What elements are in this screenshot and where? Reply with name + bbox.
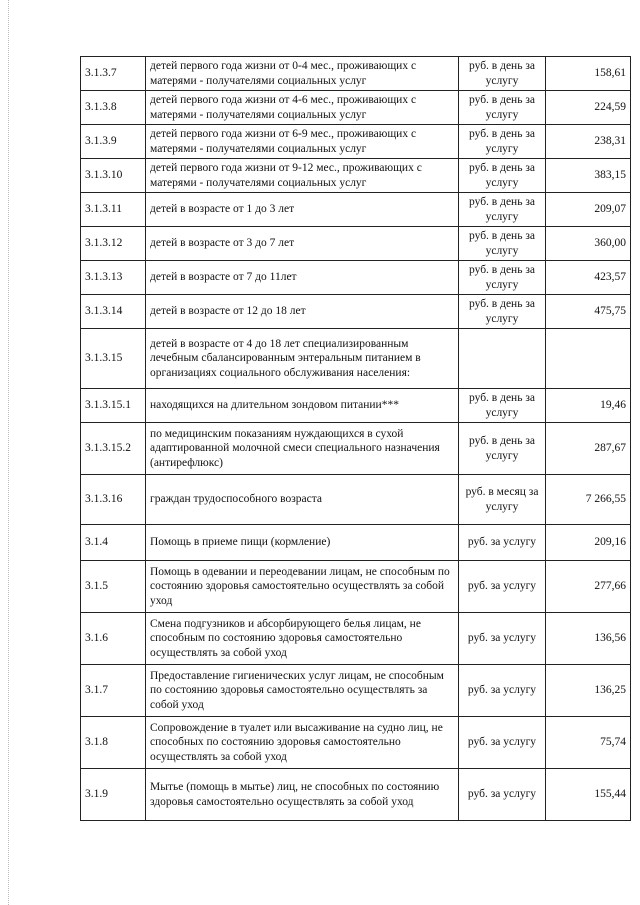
- row-price: 360,00: [546, 227, 631, 261]
- row-unit: руб. в день за услугу: [459, 389, 546, 423]
- row-unit: руб. в день за услугу: [459, 193, 546, 227]
- row-code: 3.1.4: [81, 525, 146, 561]
- row-price: 75,74: [546, 717, 631, 769]
- row-code: 3.1.3.13: [81, 261, 146, 295]
- row-price: 475,75: [546, 295, 631, 329]
- row-unit: [459, 329, 546, 389]
- row-price: 383,15: [546, 159, 631, 193]
- table-row: [81, 717, 631, 769]
- row-code: 3.1.3.12: [81, 227, 146, 261]
- row-unit: руб. в день за услугу: [459, 423, 546, 475]
- row-description: Помощь в одевании и переодевании лицам, не способным по состоянию здоровья самостоятельно осуществлять за собой уход: [146, 561, 459, 613]
- row-price: [546, 329, 631, 389]
- table-row: [81, 125, 631, 159]
- row-price: 155,44: [546, 769, 631, 821]
- page-edge-line: [8, 0, 9, 905]
- row-price: 136,25: [546, 665, 631, 717]
- row-price: 423,57: [546, 261, 631, 295]
- table-row: [81, 261, 631, 295]
- row-code: 3.1.3.14: [81, 295, 146, 329]
- row-price: 158,61: [546, 57, 631, 91]
- row-code: 3.1.3.7: [81, 57, 146, 91]
- row-price: 19,46: [546, 389, 631, 423]
- row-unit: руб. в месяц за услугу: [459, 475, 546, 525]
- row-unit: руб. в день за услугу: [459, 227, 546, 261]
- table-row: [81, 329, 631, 389]
- row-code: 3.1.3.10: [81, 159, 146, 193]
- row-price: 277,66: [546, 561, 631, 613]
- row-unit: руб. в день за услугу: [459, 261, 546, 295]
- row-price: 287,67: [546, 423, 631, 475]
- row-price: 238,31: [546, 125, 631, 159]
- row-unit: руб. в день за услугу: [459, 159, 546, 193]
- table-row: [81, 475, 631, 525]
- row-description: детей в возрасте от 7 до 11лет: [146, 261, 459, 295]
- row-code: 3.1.3.11: [81, 193, 146, 227]
- row-description: Смена подгузников и абсорбирующего белья лицам, не способным по состоянию здоровья самостоятельно осуществлять за собой уход: [146, 613, 459, 665]
- row-description: Предоставление гигиенических услуг лицам, не способным по состоянию здоровья самостоятельно осуществлять за собой уход: [146, 665, 459, 717]
- row-price: 136,56: [546, 613, 631, 665]
- row-unit: руб. за услугу: [459, 525, 546, 561]
- table-row: [81, 193, 631, 227]
- row-unit: руб. за услугу: [459, 769, 546, 821]
- row-description: детей первого года жизни от 0-4 мес., проживающих с матерями - получателями социальных услуг: [146, 57, 459, 91]
- row-unit: руб. в день за услугу: [459, 57, 546, 91]
- row-unit: руб. за услугу: [459, 665, 546, 717]
- table-row: [81, 227, 631, 261]
- table-row: [81, 389, 631, 423]
- row-code: 3.1.3.15.1: [81, 389, 146, 423]
- row-code: 3.1.3.9: [81, 125, 146, 159]
- row-description: Мытье (помощь в мытье) лиц, не способных по состоянию здоровья самостоятельно осуществлять за собой уход: [146, 769, 459, 821]
- row-description: детей в возрасте от 4 до 18 лет специализированным лечебным сбалансированным энтеральным питанием в организациях социального обслуживания населения:: [146, 329, 459, 389]
- row-code: 3.1.3.16: [81, 475, 146, 525]
- row-unit: руб. за услугу: [459, 613, 546, 665]
- row-description: находящихся на длительном зондовом питании***: [146, 389, 459, 423]
- table-row: [81, 665, 631, 717]
- row-description: детей первого года жизни от 4-6 мес., проживающих с матерями - получателями социальных услуг: [146, 91, 459, 125]
- table-row: [81, 91, 631, 125]
- table-row: [81, 295, 631, 329]
- row-description: детей первого года жизни от 6-9 мес., проживающих с матерями - получателями социальных услуг: [146, 125, 459, 159]
- row-code: 3.1.7: [81, 665, 146, 717]
- row-description: детей в возрасте от 3 до 7 лет: [146, 227, 459, 261]
- row-description: Сопровождение в туалет или высаживание на судно лиц, не способных по состоянию здоровья самостоятельно осуществлять за собой уход: [146, 717, 459, 769]
- row-description: детей в возрасте от 1 до 3 лет: [146, 193, 459, 227]
- row-price: 209,07: [546, 193, 631, 227]
- row-code: 3.1.9: [81, 769, 146, 821]
- row-description: детей в возрасте от 12 до 18 лет: [146, 295, 459, 329]
- row-code: 3.1.3.15: [81, 329, 146, 389]
- row-unit: руб. за услугу: [459, 717, 546, 769]
- row-code: 3.1.6: [81, 613, 146, 665]
- row-unit: руб. в день за услугу: [459, 295, 546, 329]
- row-code: 3.1.3.15.2: [81, 423, 146, 475]
- row-price: 209,16: [546, 525, 631, 561]
- table-row: [81, 423, 631, 475]
- tariff-table-body: [81, 57, 631, 821]
- row-description: граждан трудоспособного возраста: [146, 475, 459, 525]
- table-row: [81, 613, 631, 665]
- table-row: [81, 57, 631, 91]
- row-unit: руб. за услугу: [459, 561, 546, 613]
- table-row: [81, 561, 631, 613]
- row-unit: руб. в день за услугу: [459, 125, 546, 159]
- table-row: [81, 525, 631, 561]
- row-description: Помощь в приеме пищи (кормление): [146, 525, 459, 561]
- row-description: по медицинским показаниям нуждающихся в сухой адаптированной молочной смеси специального назначения (антирефлюкс): [146, 423, 459, 475]
- table-row: [81, 769, 631, 821]
- row-unit: руб. в день за услугу: [459, 91, 546, 125]
- row-price: 224,59: [546, 91, 631, 125]
- row-price: 7 266,55: [546, 475, 631, 525]
- tariff-table: [80, 56, 631, 821]
- table-row: [81, 159, 631, 193]
- row-code: 3.1.8: [81, 717, 146, 769]
- row-code: 3.1.5: [81, 561, 146, 613]
- row-code: 3.1.3.8: [81, 91, 146, 125]
- row-description: детей первого года жизни от 9-12 мес., проживающих с матерями - получателями социальных услуг: [146, 159, 459, 193]
